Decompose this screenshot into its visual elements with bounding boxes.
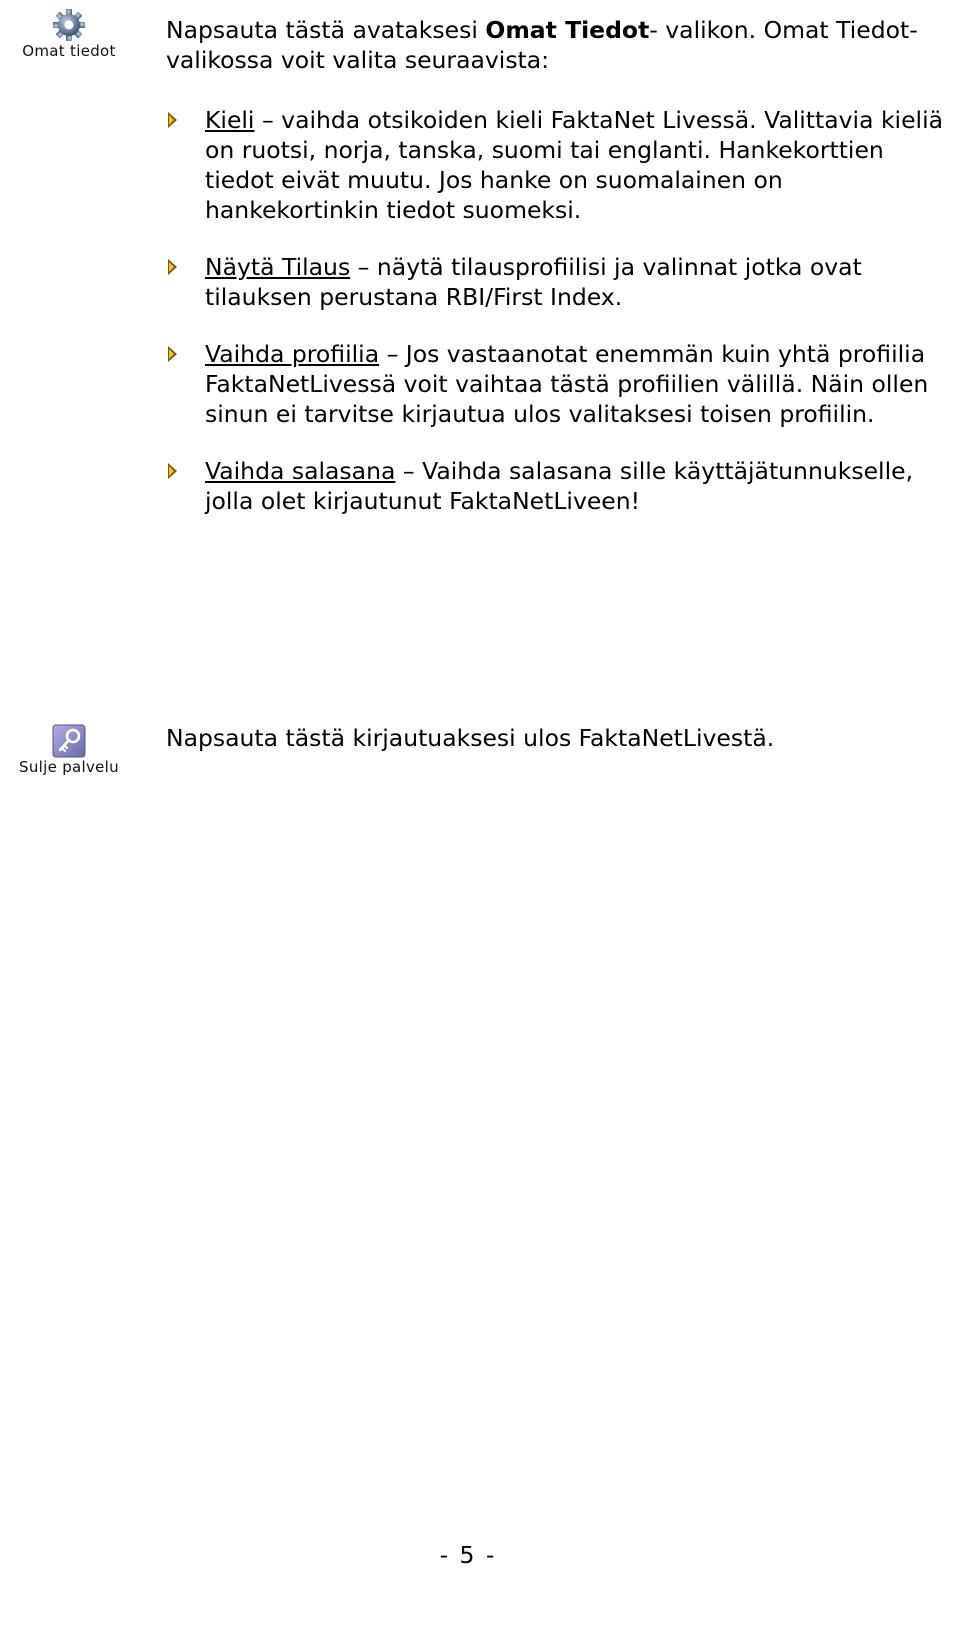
list-item [166, 339, 956, 429]
arrow-bullet-icon [166, 462, 178, 480]
option-description: – Jos vastaanotat enemmän kuin yhtä profiilia FaktaNetLivessä voit vaihtaa tästä profiilien välillä. Näin ollen sinun ei tarvitse kirjautua ulos valitaksesi toisen profiilin. [205, 340, 929, 428]
option-vaihda-salasana[interactable]: Vaihda salasana [205, 457, 396, 485]
option-kieli[interactable]: Kieli [205, 106, 255, 134]
menu-options-list [166, 105, 956, 516]
gear-icon [52, 8, 86, 42]
intro-suffix: - valikon. Omat Tiedot- valikossa voit valita seuraavista: [166, 16, 918, 74]
sulje-palvelu-label: Sulje palvelu [19, 758, 119, 776]
key-icon [52, 724, 86, 758]
intro-bold: Omat Tiedot [485, 16, 650, 44]
option-description: – näytä tilausprofiilisi ja valinnat jotka ovat tilauksen perustana RBI/First Index. [205, 253, 862, 311]
logout-description: Napsauta tästä kirjautuaksesi ulos FaktaNetLivestä. [166, 724, 775, 752]
option-vaihda-profiilia[interactable]: Vaihda profiilia [205, 340, 380, 368]
page-number: - 5 - [439, 1541, 497, 1569]
omat-tiedot-label: Omat tiedot [22, 42, 116, 60]
arrow-bullet-icon [166, 345, 178, 363]
option-nayta-tilaus[interactable]: Näytä Tilaus [205, 253, 351, 281]
option-description: – Vaihda salasana sille käyttäjätunnukselle, jolla olet kirjautunut FaktaNetLiveen! [205, 457, 914, 515]
intro-prefix: Napsauta tästä avataksesi [166, 16, 486, 44]
list-item [166, 252, 956, 312]
list-item [166, 456, 956, 516]
list-item [166, 105, 956, 225]
arrow-bullet-icon [166, 111, 178, 129]
omat-tiedot-button[interactable] [4, 8, 134, 60]
sulje-palvelu-button[interactable] [4, 724, 134, 776]
option-description: – vaihda otsikoiden kieli FaktaNet Livessä. Valittavia kieliä on ruotsi, norja, tanska, suomi tai englanti. Hankekorttien tiedot eivät muutu. Jos hanke on suomalainen on hankekortinkin tiedot suomeksi. [205, 106, 944, 224]
omat-tiedot-description [166, 15, 946, 75]
arrow-bullet-icon [166, 258, 178, 276]
